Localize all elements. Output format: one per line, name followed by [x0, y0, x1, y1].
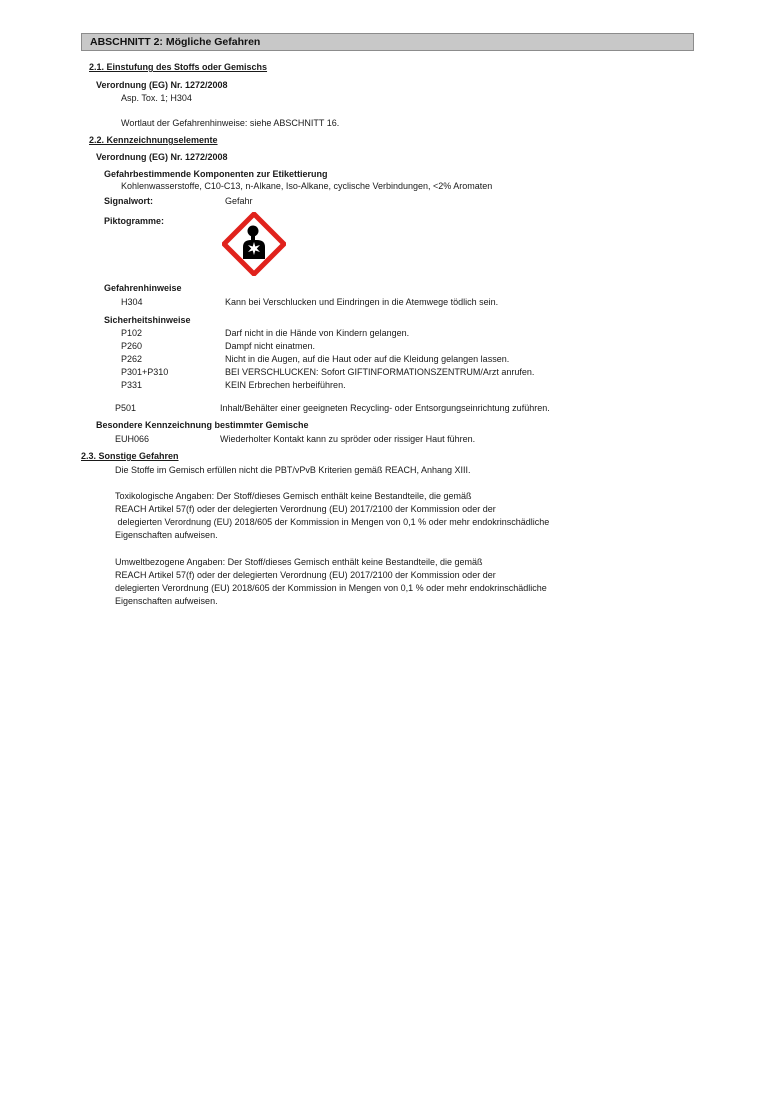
safety-code: P262	[121, 354, 143, 364]
components-label: Gefahrbestimmende Komponenten zur Etikettierung	[104, 169, 328, 179]
tox-line: delegierten Verordnung (EU) 2018/605 der Kommission in Mengen von 0,1 % oder mehr endokrinschädliche	[115, 517, 550, 527]
env-line: delegierten Verordnung (EU) 2018/605 der Kommission in Mengen von 0,1 % oder mehr endokrinschädliche	[115, 583, 547, 593]
safety-code: P260	[121, 341, 143, 351]
p501-text: Inhalt/Behälter einer geeigneten Recycling- oder Entsorgungseinrichtung zuführen.	[220, 403, 550, 413]
components-value: Kohlenwasserstoffe, C10-C13, n-Alkane, Iso-Alkane, cyclische Verbindungen, <2% Aromaten	[121, 181, 493, 191]
section-title: ABSCHNITT 2: Mögliche Gefahren	[90, 36, 261, 48]
hazard-text: Kann bei Verschlucken und Eindringen in die Atemwege tödlich sein.	[225, 297, 499, 307]
euh-text: Wiederholter Kontakt kann zu spröder oder rissiger Haut führen.	[220, 434, 476, 444]
wording-note: Wortlaut der Gefahrenhinweise: siehe ABSCHNITT 16.	[121, 118, 340, 128]
special-labelling-label: Besondere Kennzeichnung bestimmter Gemische	[96, 420, 309, 430]
tox-line: REACH Artikel 57(f) oder der delegierten Verordnung (EU) 2017/2100 der Kommission oder der	[115, 504, 496, 514]
ghs08-health-hazard-icon	[222, 212, 286, 276]
safety-text: Nicht in die Augen, auf die Haut oder auf die Kleidung gelangen lassen.	[225, 354, 510, 364]
subsection-2-3-heading: 2.3. Sonstige Gefahren	[81, 451, 179, 461]
safety-text: Dampf nicht einatmen.	[225, 341, 316, 351]
regulation-2-1: Verordnung (EG) Nr. 1272/2008	[96, 80, 228, 90]
safety-code: P102	[121, 328, 143, 338]
signal-word-value: Gefahr	[225, 196, 253, 206]
safety-text: Darf nicht in die Hände von Kindern gelangen.	[225, 328, 410, 338]
regulation-2-2: Verordnung (EG) Nr. 1272/2008	[96, 152, 228, 162]
pictograms-label: Piktogramme:	[104, 216, 165, 226]
safety-text: BEI VERSCHLUCKEN: Sofort GIFTINFORMATIONSZENTRUM/Arzt anrufen.	[225, 367, 535, 377]
env-line: REACH Artikel 57(f) oder der delegierten Verordnung (EU) 2017/2100 der Kommission oder der	[115, 570, 496, 580]
classification: Asp. Tox. 1; H304	[121, 93, 192, 103]
section-header	[81, 33, 694, 51]
tox-line: Eigenschaften aufweisen.	[115, 530, 218, 540]
safety-code: P301+P310	[121, 367, 169, 377]
safety-code: P331	[121, 380, 143, 390]
subsection-2-1-heading: 2.1. Einstufung des Stoffs oder Gemischs	[89, 62, 268, 72]
env-line: Umweltbezogene Angaben: Der Stoff/dieses Gemisch enthält keine Bestandteile, die gemäß	[115, 557, 483, 567]
safety-text: KEIN Erbrechen herbeiführen.	[225, 380, 346, 390]
hazard-statements-label: Gefahrenhinweise	[104, 283, 182, 293]
p501-code: P501	[115, 403, 137, 413]
subsection-2-2-heading: 2.2. Kennzeichnungselemente	[89, 135, 218, 145]
pbt-statement: Die Stoffe im Gemisch erfüllen nicht die PBT/vPvB Kriterien gemäß REACH, Anhang XIII.	[115, 465, 471, 475]
signal-word-label: Signalwort:	[104, 196, 153, 206]
safety-statements-label: Sicherheitshinweise	[104, 315, 191, 325]
env-line: Eigenschaften aufweisen.	[115, 596, 218, 606]
euh-code: EUH066	[115, 434, 150, 444]
tox-line: Toxikologische Angaben: Der Stoff/dieses Gemisch enthält keine Bestandteile, die gemäß	[115, 491, 472, 501]
hazard-code: H304	[121, 297, 143, 307]
